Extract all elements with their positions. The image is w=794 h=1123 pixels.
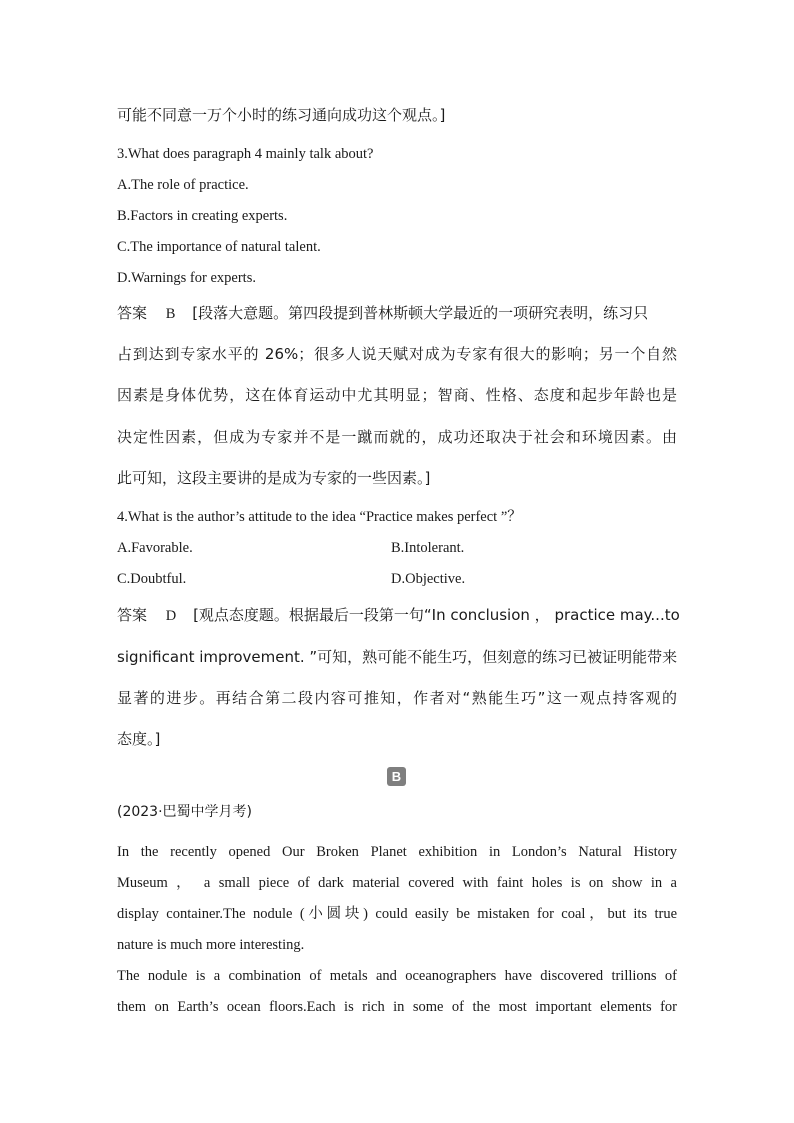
passage-line: In the recently opened Our Broken Planet exhibition in London’s Natural History [117,844,677,860]
q3-explanation-line: 因素是身体优势，这在体育运动中尤其明显；智商、性格、态度和起步年龄也是 [117,386,677,404]
q3-explanation-line: 此可知，这段主要讲的是成为专家的一些因素。] [117,469,431,487]
q4-explanation-line: 显著的进步。再结合第二段内容可推知，作者对“熟能生巧”这一观点持客观的 [117,689,677,707]
q4-question: 4.What is the author’s attitude to the idea “Practice makes perfect ”？ [117,509,522,525]
q4-option-b: B.Intolerant. [391,540,465,556]
answer-explanation: [观点态度题。根据最后一段第一句“In conclusion ， practice may...to [193,606,680,624]
q4-option-c: C.Doubtful. [117,571,187,587]
section-badge: B [387,767,406,786]
q2-tail: 可能不同意一万个小时的练习通向成功这个观点。] [117,106,446,124]
answer-explanation: [段落大意题。第四段提到普林斯顿大学最近的一项研究表明，练习只 [192,304,649,322]
passage-line: The nodule is a combination of metals and oceanographers have discovered trillions of [117,968,677,984]
answer-label: 答案 [117,304,148,322]
q4-explanation-line: significant improvement. ”可知，熟可能不能生巧，但刻意的练习已被证明能带来 [117,648,678,666]
q3-option-b: B.Factors in creating experts. [117,208,288,224]
q3-option-c: C.The importance of natural talent. [117,239,321,255]
source-citation: (2023·巴蜀中学月考) [117,804,253,820]
passage-line: them on Earth’s ocean floors.Each is rich in some of the most important elements for [117,999,677,1015]
answer-letter: B [165,306,176,322]
q4-option-d: D.Objective. [391,571,466,587]
answer-letter: D [165,608,177,624]
passage-line: Museum ， a small piece of dark material covered with faint holes is on show in a [117,875,677,891]
passage-line: nature is much more interesting. [117,937,305,953]
q3-question: 3.What does paragraph 4 mainly talk about? [117,146,374,162]
q4-explanation-line: 态度。] [117,730,161,748]
q3-option-a: A.The role of practice. [117,177,249,193]
q3-answer-line [117,303,648,324]
q4-answer-line [117,605,680,626]
passage-line: display container.The nodule (小圆块) could easily be mistaken for coal，but its true [117,906,677,922]
q3-explanation-line: 占到达到专家水平的 26%；很多人说天赋对成为专家有很大的影响；另一个自然 [117,345,677,363]
q3-explanation-line: 决定性因素，但成为专家并不是一蹴而就的，成功还取决于社会和环境因素。由 [117,428,677,446]
q4-option-a: A.Favorable. [117,540,193,556]
q3-option-d: D.Warnings for experts. [117,270,256,286]
answer-label: 答案 [117,606,148,624]
